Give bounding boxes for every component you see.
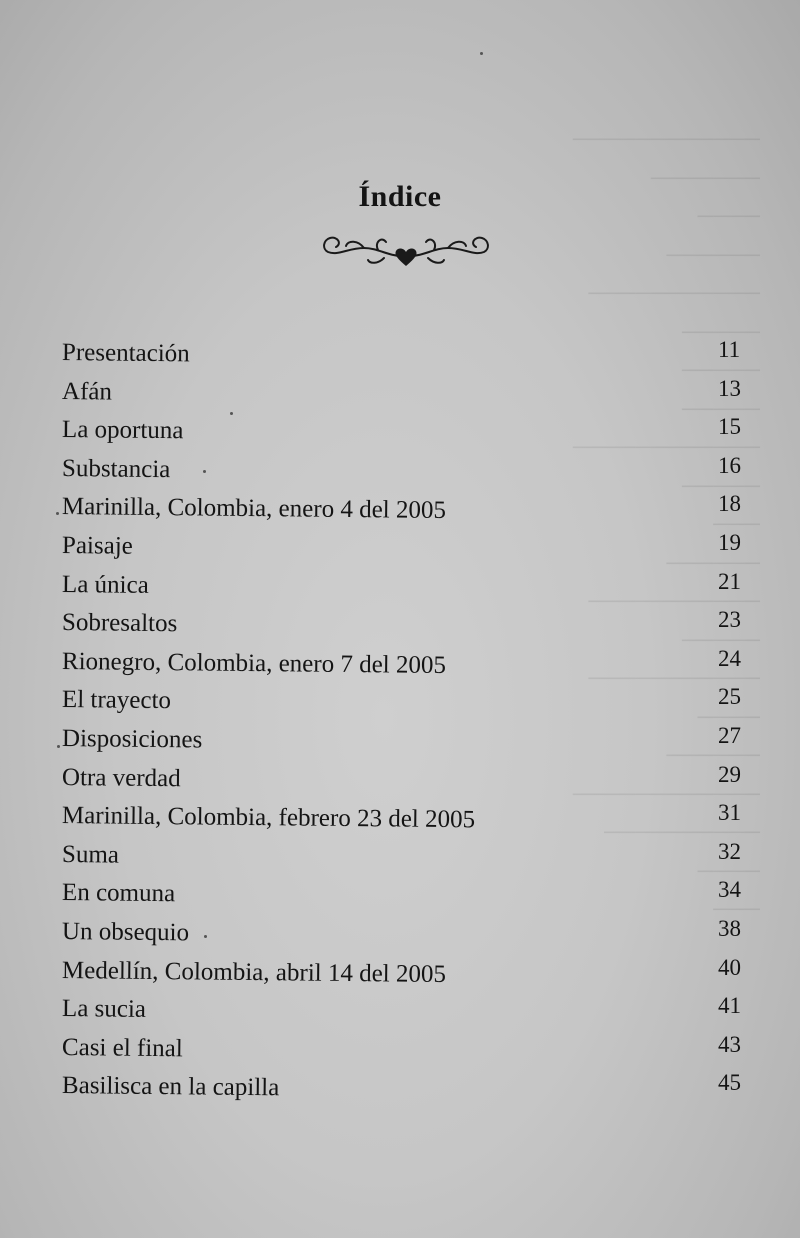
paper-speck — [56, 512, 59, 515]
toc-entry — [0, 645, 800, 687]
toc-entry-page: 27 — [718, 722, 741, 748]
toc-entry-title: Disposiciones — [61, 724, 203, 754]
toc-entry-title: Basilisca en la capilla — [61, 1072, 280, 1102]
toc-entry — [0, 954, 800, 996]
toc-entry — [0, 995, 800, 1034]
toc-entry-page: 41 — [718, 993, 741, 1019]
swirl-heart-ornament-icon — [318, 226, 494, 274]
toc-entry-page: 29 — [718, 761, 741, 787]
toc-entry-page: 15 — [718, 414, 741, 440]
bleed-through-text: ──────────── ─────── ──── ────── ─────────── ───── ───── ───── ──────────── ───── ─── ────── ─────────── ───── ─────────── ──── ────── ──────────── ────────── ──── ─── — [572, 126, 760, 921]
toc-entry-title: La única — [61, 570, 149, 599]
toc-entry-title: Marinilla, Colombia, febrero 23 del 2005 — [61, 802, 476, 834]
toc-entry-page: 25 — [718, 684, 741, 710]
paper-speck — [57, 745, 60, 748]
toc-entry — [0, 802, 800, 841]
paper-speck — [204, 935, 207, 938]
toc-entry — [0, 529, 800, 571]
toc-entry-page: 32 — [718, 838, 741, 864]
toc-entry-page: 13 — [718, 375, 741, 401]
toc-entry-page: 21 — [718, 568, 741, 594]
paper-speck — [230, 412, 233, 415]
toc-entry-title: Substancia — [61, 454, 171, 483]
toc-entry-title: Otra verdad — [61, 763, 181, 792]
toc-entry — [0, 568, 800, 610]
toc-entry-page: 19 — [718, 529, 741, 555]
paper-speck — [203, 470, 206, 473]
toc-entry-title: El trayecto — [61, 686, 172, 715]
toc-entry — [0, 493, 800, 532]
toc-entry — [0, 879, 800, 918]
toc-entry-page: 16 — [718, 452, 741, 478]
toc-entry-title: La sucia — [61, 995, 147, 1023]
toc-entry-title: Afán — [61, 377, 113, 406]
toc-entry — [0, 339, 800, 378]
page-title: Índice — [358, 180, 442, 213]
toc-entry — [0, 375, 800, 417]
toc-entry-title: La oportuna — [61, 416, 184, 445]
toc-entry — [0, 416, 800, 455]
toc-entry-page: 40 — [718, 954, 741, 980]
table-of-contents — [0, 339, 800, 1111]
toc-entry-title: En comuna — [61, 879, 176, 908]
toc-entry — [0, 838, 800, 880]
toc-entry-title: Rionegro, Colombia, enero 7 del 2005 — [61, 647, 447, 679]
toc-entry — [0, 722, 800, 764]
toc-entry-title: Paisaje — [61, 531, 133, 560]
toc-entry — [0, 761, 800, 803]
toc-entry-page: 11 — [718, 337, 741, 362]
toc-entry-title: Medellín, Colombia, abril 14 del 2005 — [61, 956, 447, 988]
toc-entry-page: 38 — [718, 915, 741, 941]
toc-entry-page: 18 — [718, 491, 741, 517]
toc-entry-title: Suma — [61, 840, 120, 869]
toc-entry-title: Casi el final — [61, 1033, 183, 1062]
toc-entry — [0, 1072, 800, 1111]
toc-entry-title: Marinilla, Colombia, enero 4 del 2005 — [61, 493, 447, 525]
toc-entry — [0, 686, 800, 725]
toc-entry-page: 34 — [718, 877, 741, 903]
toc-entry — [0, 452, 800, 494]
paper-speck — [480, 52, 483, 55]
toc-entry-page: 31 — [718, 800, 741, 826]
toc-entry-title: Presentación — [61, 339, 190, 368]
toc-entry-page: 43 — [718, 1031, 741, 1057]
toc-entry-page: 45 — [718, 1070, 741, 1096]
toc-entry — [0, 609, 800, 648]
toc-entry — [0, 915, 800, 957]
toc-entry-title: Sobresaltos — [61, 609, 178, 638]
toc-entry — [0, 1031, 800, 1073]
toc-entry-page: 24 — [718, 645, 741, 671]
toc-entry-page: 23 — [718, 607, 741, 633]
toc-entry-title: Un obsequio — [61, 917, 190, 947]
